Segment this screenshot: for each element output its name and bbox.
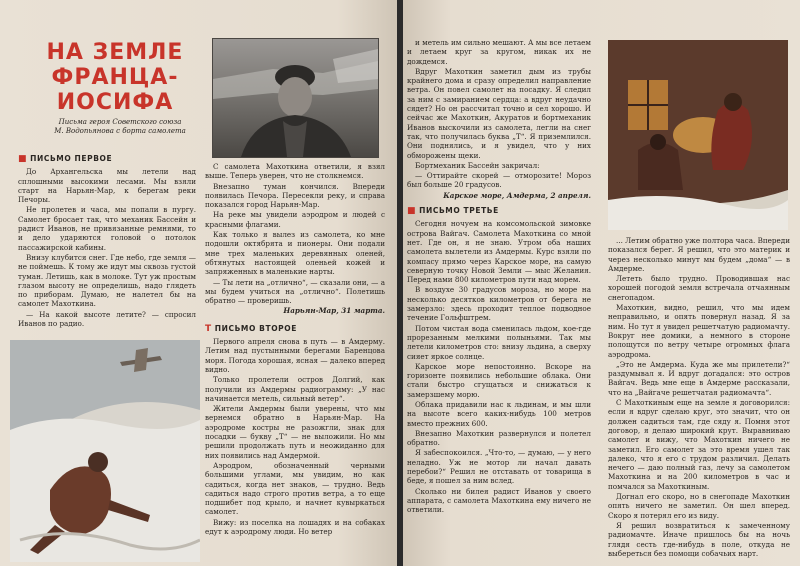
aviator-snow-illustration [10,340,200,562]
paragraph: Карское море непостоянно. Вскоре на горизонте появились небольшие облака. Они стали быстро сгущаться и снижаться к замерзшему морю. [407,361,591,399]
paragraph: В воздухе 30 градусов мороза, но море на несколько десятков километров от берега не замерзло: здесь проходит теплое подводное течение Гольфштрем. [407,285,591,323]
left-column-1 [18,152,196,329]
paragraph: Лететь было трудно. Проводившая нас хорошей погодой земля встречала отчаянным снегопадом. [608,274,790,302]
paragraph: С самолета Махоткина ответили, я взял выше. Теперь уверен, что не столкнемся. [205,162,385,181]
paragraph: Облака придавили нас к льдинам, и мы шли на высоте всего каких-нибудь 100 метров вместо прежних 600. [407,399,591,428]
paragraph: Бортмеханик Бассейн закричал: [415,160,540,170]
paragraph: Вдруг Махоткин заметил дым из трубы крайнего дома и сразу определил направление ветра. Он повел самолет на посадку. Я следил за ним с замиранием сердца: а вдруг неудачно сядет? Но он рассчитал точно и сел хорошо. И сейчас же Махоткин, Акуратов и бортмеханик Иванов выскочили из самолета, легли на снег так, что получилась буква „Т“. Я приземлился. Они поднялись, и я увидел, что у них обморожены щеки. [407,66,591,160]
letter-three-heading: ■ ПИСЬМО ТРЕТЬЕ [407,206,499,217]
paragraph: Сколько ни билея радист Иванов у своего аппарата, с самолета Махоткина ему ничего не ответили. [407,486,591,515]
right-column-1 [407,38,591,516]
paragraph: — Ты лети на „отлично“, — сказали они, — а мы будем учиться на „отлично“. Полетишь обратно — проверишь. [205,277,385,306]
portrait-illustration [213,39,378,157]
paragraph: — На какой высоте летите? — спросил Иванов по радио. [18,309,196,329]
paragraph: С Махоткиным еще на земле я договорился: если я вдруг сделаю круг, это значит, что он должен садиться там, где сяду я. Помня этот договор, я делаю широкий крут. Выравниваю самолет и вижу, что Махоткин ничего не заметил. Его самолет за это время ушел так далеко, что я его с трудом различил. Делать нечего — даю полный газ, лечу за самолетом Махоткина и на 200 километров в час и помчался за Махоткиным. [608,398,790,491]
paragraph: Только пролетели остров Долгий, как получили из Амдермы радиограмму: „У нас начинается метель, сильный ветер“. [205,375,385,403]
title-line: НА ЗЕМЛЕ [46,40,184,65]
paragraph: Махоткин, видно, решил, что мы идем неправильно, и опять повернул назад. Я за ним. Но тут я увидел решетчатую радиомачту. Вокруг нее домики, а немного в стороне полощутся по ветру четыре огромных флага аэродрома. [608,303,790,359]
dateline: Карское море, Амдерма, 2 апреля. [443,190,591,200]
paragraph: Как только я вылез из самолета, ко мне подошли октябрята и пионеры. Они подали мне трех маленьких деревянных оленей, обтянутых настоящей оленьей кожей и запряженных в маленькие нарты. [205,230,385,277]
paragraph: Сегодня ночуем на комсомольской зимовке острова Вайгач. Самолета Махоткина со мной нет. Где он, я не знаю. Утром оба наших самолета вылетели из Амдермы. Курс взяли по компасу прямо через Карское море, на самую северную точку Новой Земли — мыс Желания. Перед нами 800 километров пути над морем. [407,219,591,285]
article-subtitle [40,118,200,135]
subtitle-line: М. Водопьянова с борта самолета [54,126,186,135]
paragraph: Догнал его скоро, но в снегопаде Махоткин опять ничего не заметил. Он шел вперед. Скоро я потерял его из виду. [608,492,790,520]
paragraph: Первого апреля снова в путь — в Амдерму. Летим над пустынными берегами Баренцова моря. Погода хорошая, ясная — далеко вперед видно. [205,337,385,374]
paragraph: Внизу клубится снег. Где небо, где земля — не поймешь. К тому же идут мы сквозь густой туман. Летишь, как в молоке. Тут уж простым глазом высоту не определишь, надо глядеть по приборам. Думаю, не налетел бы на самолет Махоткина. [18,252,196,309]
section-marker-icon: ■ [407,206,417,217]
paragraph: Я забеспокоился. „Что-то, — думаю, — у него неладно. Уж не мотор ли начал давать перебои?“ Решил не отставать от товарища в беде, я пошел за ним вслед. [407,448,591,486]
paragraph: Вижу: из поселка на лошадях и на собаках едут к аэродрому люди. Но ветер [205,517,385,536]
section-marker-icon: ■ [18,154,28,164]
paragraph: Не пролетев и часа, мы попали в пургу. Самолет бросает так, что механик Бассейн и радист Иванов, не привязанные ремнями, то и дело ударяются головой о потолок пассажирской кабины. [18,205,196,252]
letter-one-heading: ■ ПИСЬМО ПЕРВОЕ [18,154,113,164]
article-title [40,40,190,115]
paragraph: Потом чистая вода сменилась льдом, кое-где прорезанным мелкими полыньями. Так мы летели километров сто: внизу льдина, а сверху сияет яркое солнце. [407,323,591,361]
subtitle-line: Письма героя Советского союза [58,118,182,126]
title-line: ИОСИФА [56,90,174,115]
left-column-2 [205,162,385,537]
paragraph: Внезапно туман кончился. Впереди появилась Печора. Пересекли реку, и справа показался город Нарьян-Мар. [205,181,385,210]
dateline: Нарьян-Мар, 31 марта. [283,306,385,316]
paragraph: — Оттирайте скорей — отморозите! Мороз был больше 20 градусов. [407,171,591,190]
pilot-portrait-photo [212,38,379,158]
cabin-interior-illustration [608,40,788,230]
paragraph: Я решил возвратиться к замеченному радиомачте. Иначе пришлось бы на ночь глядя сесть где-нибудь в поле, откуда не выбереться без помощи собачьих нарт. [608,520,790,558]
section-marker-icon: T [205,323,212,334]
paragraph: Внезапно Махоткин развернулся и полетел обратно. [407,428,591,448]
paragraph: „Это не Амдерма. Куда же мы прилетели?“ раздумывал я. И вдруг догадался: это остров Вайгач. Ведь мне еще в Амдерме рассказали, что на „Вайгаче решетчатая радиомачта“. [608,359,790,397]
title-line: ФРАНЦА- [51,65,179,90]
paragraph: На реке мы увидели аэродром и людей с красными флагами. [205,210,385,229]
paragraph: ... Летим обратно уже полтора часа. Впереди показался берег. Я решил, что это материк и через несколько минут мы будем „дома“ — в Амдерме. [608,236,790,273]
paragraph: и метель им сильно мешают. А мы все летаем и летаем круг за кругом, никак их не дождемся. [407,38,591,66]
paragraph: До Архангельска мы летели над сплошными высокими лесами. Мы взяли старт на Нарьян-Мар, к берегам реки Печоры. [18,167,196,205]
right-page [403,0,800,566]
paragraph: Аэродром, обозначенный черными большими углами, мы увидим, но как садиться, когда нет знаков, — трудно. Ведь садиться надо строго против ветра, а то еще подшибет под крыло, и начнет кувыркаться самолет. [205,460,385,517]
left-page [0,0,397,566]
paragraph: Жители Амдермы были уверены, что мы вернемся обратно в Нарьян-Мар. На аэродроме костры не разожгли, знак для посадки — букву „Т“ — не выложили. Но мы решили продолжать путь и неожиданно для них появились над Амдермой. [205,404,385,460]
letter-two-heading: T ПИСЬМО ВТОРОЕ [205,323,297,334]
right-column-2 [608,236,790,559]
